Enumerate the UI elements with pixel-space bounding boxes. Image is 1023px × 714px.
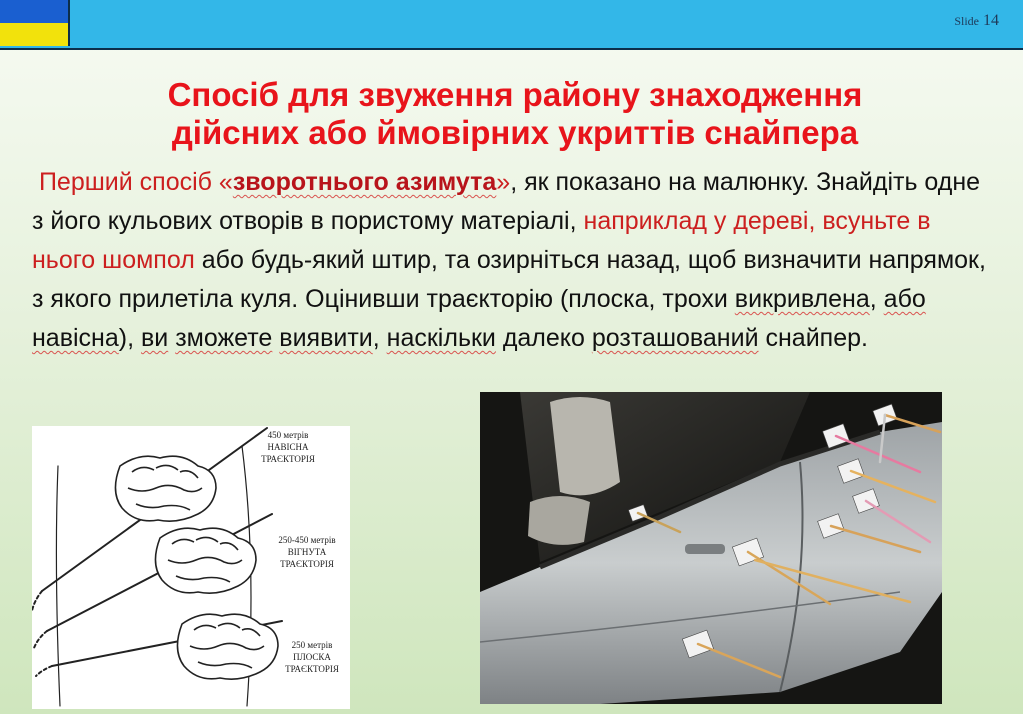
label-250m: 250 метрів xyxy=(291,640,333,650)
text-segment: снайпер. xyxy=(758,324,868,352)
label-high-trajectory: НАВІСНА xyxy=(267,442,309,452)
title-line-1: Спосіб для звуження району знаходження xyxy=(167,76,863,113)
text-segment: далеко xyxy=(495,324,592,352)
text-segment: зможете xyxy=(175,324,273,352)
text-segment: , як показано на малюнку. Знайдіть одне з його кульових отворів в пористому матеріалі, xyxy=(32,168,981,235)
label-250-450m: 250-450 метрів xyxy=(278,535,336,545)
title-line-2: дійсних або ймовірних укриттів снайпера xyxy=(171,114,859,151)
label-flat-trajectory-word: ТРАЄКТОРІЯ xyxy=(285,664,339,674)
label-flat-trajectory: ПЛОСКА xyxy=(293,652,331,662)
ukraine-flag-icon xyxy=(0,0,70,46)
text-segment: , xyxy=(372,324,387,352)
text-segment: , xyxy=(869,285,884,313)
text-segment: наскільки xyxy=(386,324,496,352)
text-segment: навісна xyxy=(32,324,119,352)
text-segment: виявити xyxy=(279,324,373,352)
header-bar xyxy=(0,0,1023,50)
slide-number: Slide 14 xyxy=(954,12,999,29)
text-quote-close: » xyxy=(496,168,511,196)
text-segment: викривлена xyxy=(734,285,870,313)
text-segment: або будь-який штир, та озирніться назад, щоб визначити напрямок, з якого прилетіла куля. Оцінивши траєкторію (плоска, трохи xyxy=(32,246,986,313)
body-paragraph xyxy=(32,163,992,358)
text-segment: ви xyxy=(140,324,169,352)
label-curved-trajectory: ВІГНУТА xyxy=(287,547,327,557)
text-segment: ), xyxy=(118,324,141,352)
text-first-method: Перший спосіб « xyxy=(38,168,233,196)
slide-title xyxy=(40,76,990,152)
label-high-trajectory-word: ТРАЄКТОРІЯ xyxy=(261,454,315,464)
text-example-ramrod: наприклад у дереві, всуньте в нього шомпол xyxy=(32,207,931,274)
text-segment: або xyxy=(883,285,926,313)
trajectory-sketch xyxy=(32,426,350,709)
text-segment: розташований xyxy=(591,324,759,352)
car-trajectory-photo xyxy=(480,392,942,704)
label-450m: 450 метрів xyxy=(267,430,309,440)
label-curved-trajectory-word: ТРАЄКТОРІЯ xyxy=(280,559,334,569)
text-reverse-azimuth: зворотнього азимута xyxy=(232,168,497,196)
